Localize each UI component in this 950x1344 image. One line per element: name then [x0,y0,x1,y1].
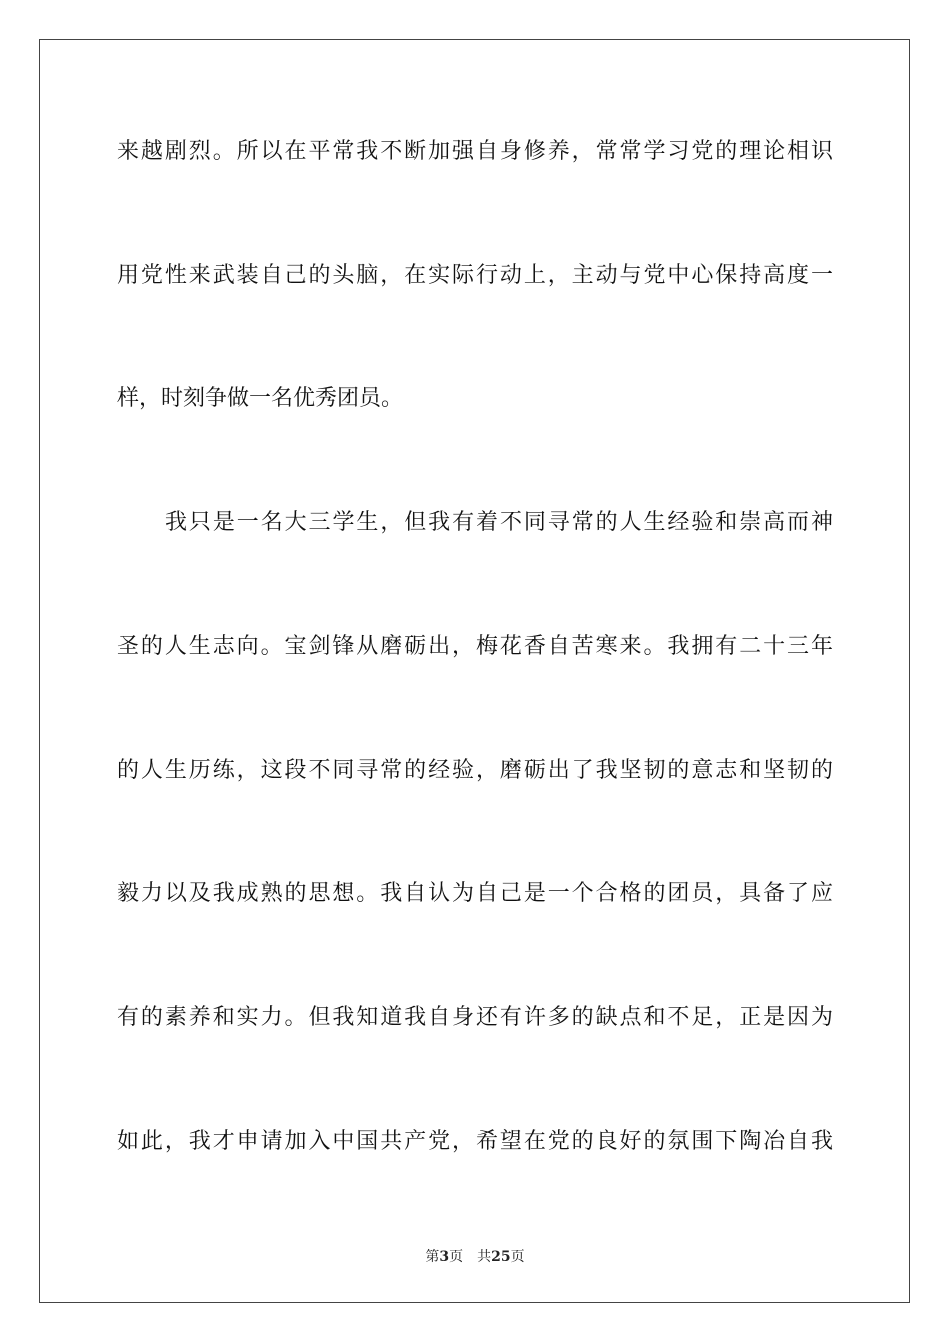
body-line-7: 毅力以及我成熟的思想。我自认为自己是一个合格的团员，具备了应 [117,881,833,906]
body-line-4: 我只是一名大三学生，但我有着不同寻常的人生经验和崇高而神 [165,510,833,535]
body-line-9: 如此，我才申请加入中国共产党，希望在党的良好的氛围下陶冶自我 [117,1129,833,1154]
body-line-6: 的人生历练，这段不同寻常的经验，磨砺出了我坚韧的意志和坚韧的 [117,758,833,783]
body-line-8: 有的素养和实力。但我知道我自身还有许多的缺点和不足，正是因为 [117,1005,833,1030]
total-suffix: 页 [510,1249,525,1265]
body-line-3: 样，时刻争做一名优秀团员。 [117,386,404,411]
page-suffix: 页 [449,1249,464,1265]
page-footer [0,1248,950,1266]
total-pages: 25 [491,1249,511,1265]
body-line-1: 来越剧烈。所以在平常我不断加强自身修养，常常学习党的理论相识 [117,139,833,164]
total-prefix: 共 [477,1249,492,1265]
page-prefix: 第 [425,1249,440,1265]
body-line-2: 用党性来武装自己的头脑，在实际行动上，主动与党中心保持高度一 [117,263,833,288]
body-line-5: 圣的人生志向。宝剑锋从磨砺出，梅花香自苦寒来。我拥有二十三年 [117,634,833,659]
page-border [39,39,910,1303]
page-number: 3 [439,1249,450,1265]
